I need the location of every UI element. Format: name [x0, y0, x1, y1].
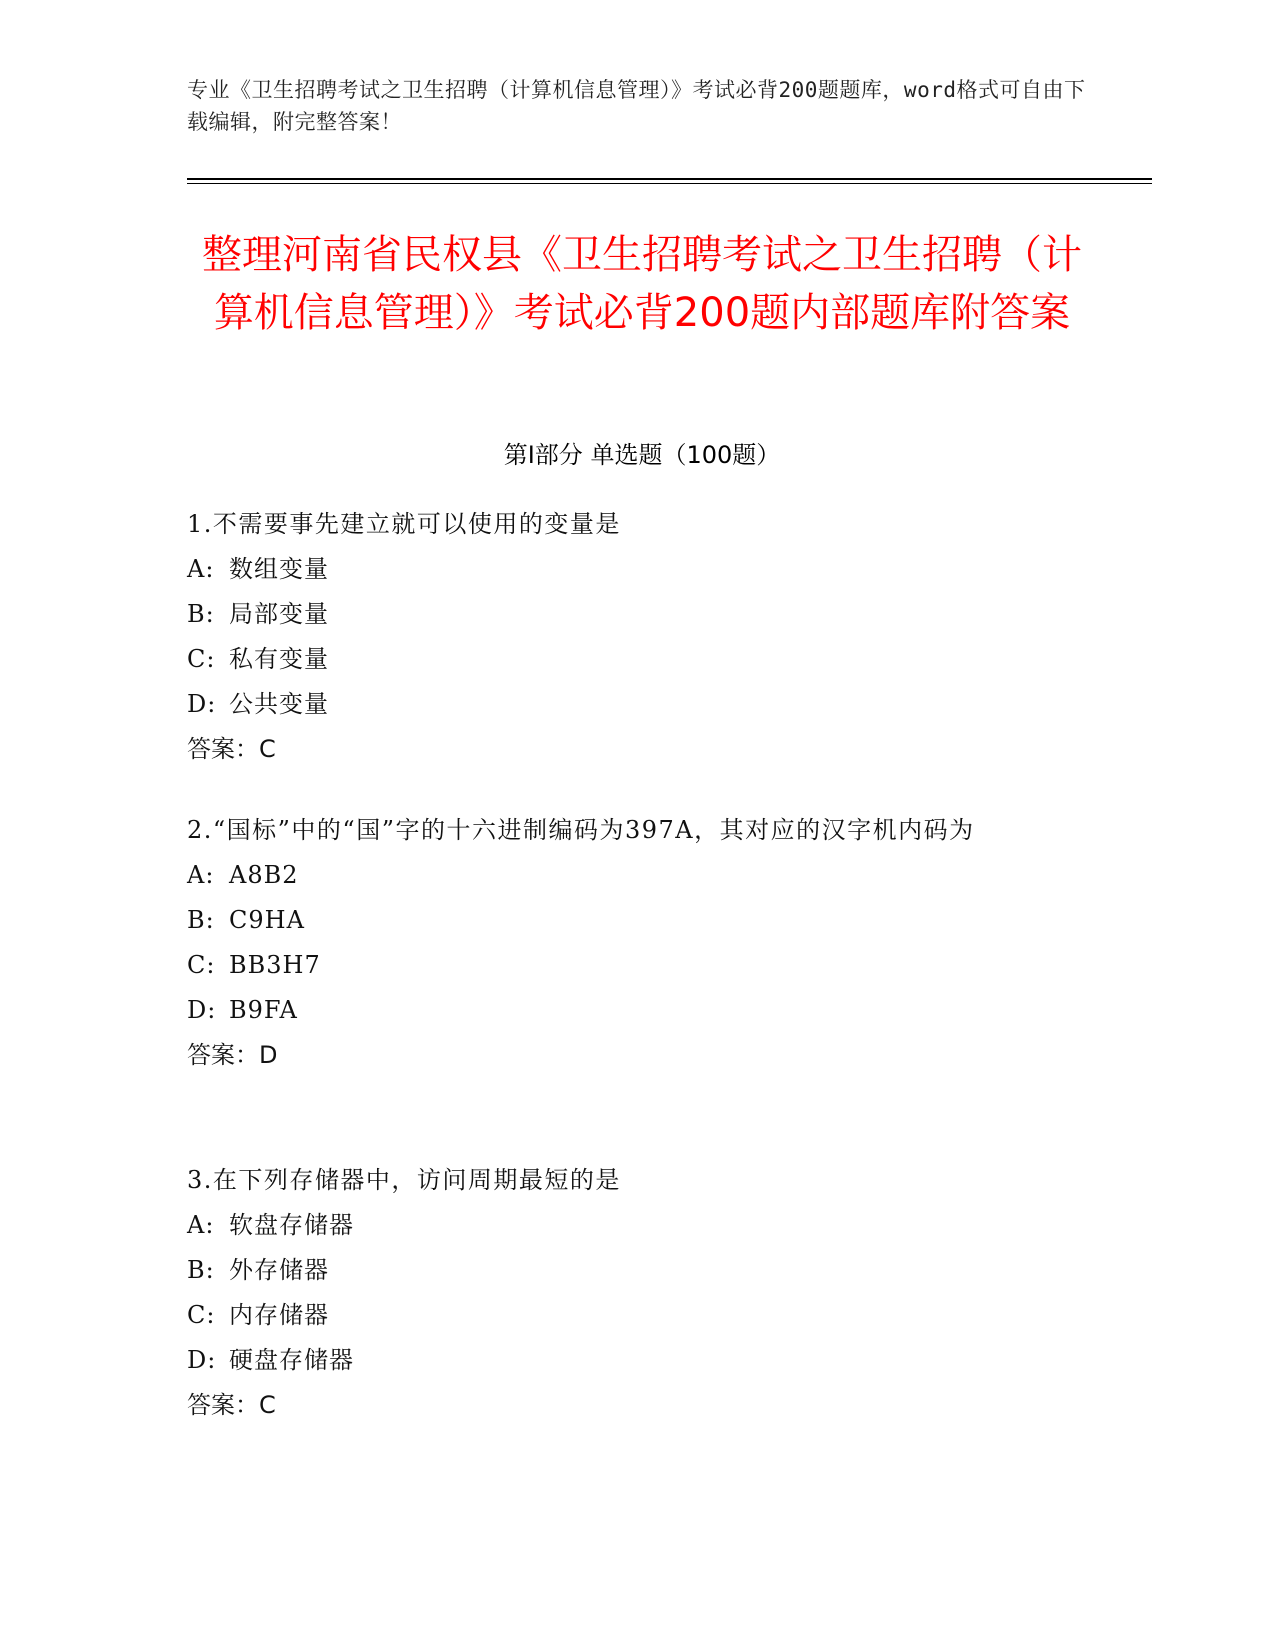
- option-letter: A:: [187, 1211, 215, 1239]
- header-note: 专业《卫生招聘考试之卫生招聘（计算机信息管理）》考试必背200题题库，word格式可自由下载编辑，附完整答案！: [187, 78, 1086, 134]
- option-text: BB3H7: [229, 951, 321, 979]
- question-1: [187, 502, 1087, 772]
- option-text: 内存储器: [229, 1301, 329, 1329]
- question-stem: 3.在下列存储器中，访问周期最短的是: [187, 1166, 621, 1194]
- option-letter: A:: [187, 555, 215, 583]
- option-text: 私有变量: [229, 645, 329, 673]
- header-divider-thick: [187, 178, 1152, 180]
- option-text: C9HA: [229, 906, 305, 934]
- answer-line: 答案：C: [187, 1391, 276, 1419]
- option-letter: A:: [187, 861, 215, 889]
- option-text: 公共变量: [229, 690, 329, 718]
- option-a: [187, 547, 1087, 592]
- option-letter: B:: [187, 1256, 215, 1284]
- document-title: 整理河南省民权县《卫生招聘考试之卫生招聘（计算机信息管理）》考试必背200题内部题库附答案: [202, 232, 1082, 336]
- option-letter: B:: [187, 600, 215, 628]
- answer-line: 答案：C: [187, 735, 276, 763]
- option-text: A8B2: [229, 861, 299, 889]
- option-text: 外存储器: [229, 1256, 329, 1284]
- option-letter: D:: [187, 1346, 217, 1374]
- option-letter: C:: [187, 951, 216, 979]
- option-c: [187, 637, 1087, 682]
- section-heading: 第Ⅰ部分 单选题（100题）: [503, 441, 781, 469]
- answer-line: 答案：D: [187, 1041, 278, 1069]
- option-text: 数组变量: [229, 555, 329, 583]
- option-c: [187, 943, 1087, 988]
- option-c: [187, 1293, 1087, 1338]
- option-a: [187, 1203, 1087, 1248]
- option-letter: C:: [187, 645, 216, 673]
- option-letter: D:: [187, 996, 217, 1024]
- question-stem: 2.“国标”中的“国”字的十六进制编码为397A，其对应的汉字机内码为: [187, 816, 975, 844]
- question-stem: 1.不需要事先建立就可以使用的变量是: [187, 510, 621, 538]
- option-a: [187, 853, 1087, 898]
- option-b: [187, 1248, 1087, 1293]
- question-3: [187, 1158, 1087, 1428]
- option-letter: C:: [187, 1301, 216, 1329]
- option-d: [187, 682, 1087, 727]
- option-d: [187, 988, 1087, 1033]
- question-2: [187, 808, 1087, 1078]
- option-text: 软盘存储器: [229, 1211, 354, 1239]
- header-divider-thin: [187, 183, 1152, 184]
- option-text: B9FA: [229, 996, 298, 1024]
- option-b: [187, 898, 1087, 943]
- option-letter: B:: [187, 906, 215, 934]
- option-letter: D:: [187, 690, 217, 718]
- option-text: 硬盘存储器: [229, 1346, 354, 1374]
- option-d: [187, 1338, 1087, 1383]
- option-text: 局部变量: [229, 600, 329, 628]
- option-b: [187, 592, 1087, 637]
